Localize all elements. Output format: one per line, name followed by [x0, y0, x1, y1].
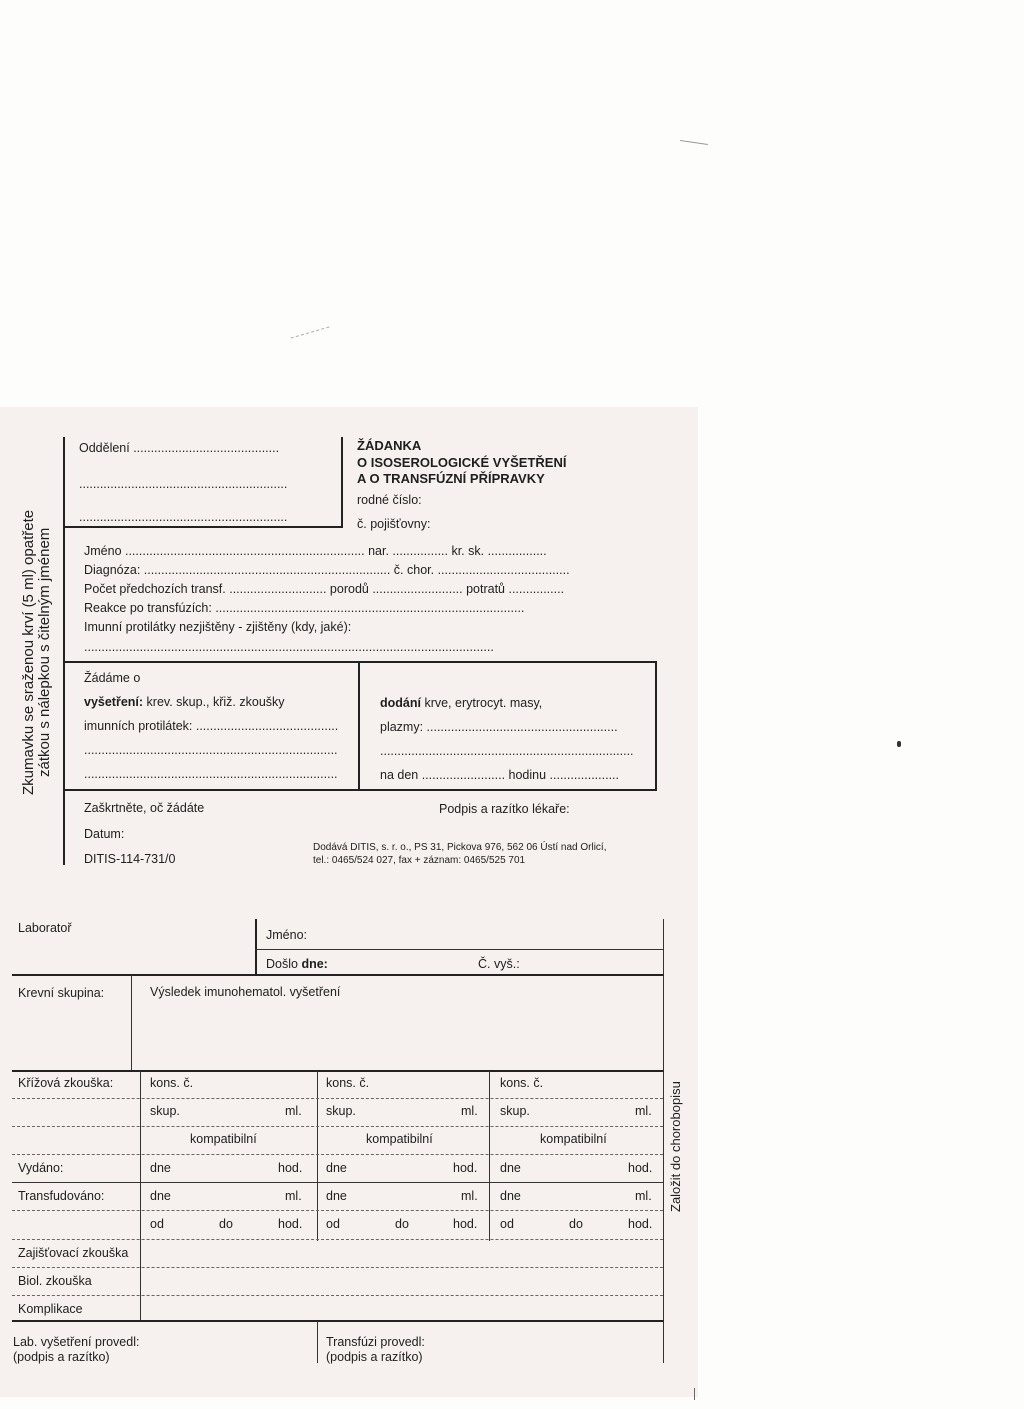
scan-mark: [694, 1388, 695, 1400]
col2-kons[interactable]: kons. č.: [326, 1076, 370, 1090]
header-divider: [341, 437, 343, 527]
cross-test-top-line: [12, 1070, 664, 1072]
day-hour-line[interactable]: na den ........................ hodinu ....................: [380, 768, 619, 782]
supply-options: krve, erytrocyt. masy,: [420, 696, 543, 710]
col1-ml: ml.: [285, 1104, 302, 1118]
laboratory-label: Laboratoř: [18, 921, 72, 935]
col3-ml: ml.: [635, 1104, 652, 1118]
col1-kons[interactable]: kons. č.: [150, 1076, 194, 1090]
transfusion-done-by: Transfúzi provedl:: [326, 1335, 425, 1349]
lab-name-label[interactable]: Jméno:: [266, 928, 307, 942]
antibodies-dots[interactable]: ......................................................................................................................: [84, 640, 494, 654]
supplier-line-1: Dodává DITIS, s. r. o., PS 31, Pickova 976, 562 06 Ústí nad Orlicí,: [313, 842, 607, 853]
exam-request[interactable]: [84, 695, 285, 709]
result-right: [663, 975, 664, 1071]
request-box-bottom: [63, 789, 657, 791]
grid-bottom-line: [12, 1320, 664, 1322]
col2-hour[interactable]: hod.: [453, 1217, 478, 1231]
supply-label: dodání: [380, 696, 421, 710]
result-divider: [131, 975, 132, 1071]
col2-skup[interactable]: skup.: [326, 1104, 356, 1118]
arrived-label: Došlo: [266, 957, 302, 971]
grid-dash-7: [12, 1295, 663, 1296]
col1-issued-day[interactable]: dne: [150, 1161, 171, 1175]
col2-issued-day[interactable]: dne: [326, 1161, 347, 1175]
date-label[interactable]: Datum:: [84, 827, 125, 841]
transfusion-done-signature: (podpis a razítko): [326, 1350, 423, 1364]
cross-test-label: Křížová zkouška:: [18, 1076, 114, 1090]
col1-to[interactable]: do: [219, 1217, 233, 1231]
col3-issued-day[interactable]: dne: [500, 1161, 521, 1175]
col3-skup[interactable]: skup.: [500, 1104, 530, 1118]
side-instruction-line2: zátkou s nálepkou s čitelným jménem: [36, 527, 53, 777]
birth-number-label[interactable]: rodné číslo:: [357, 493, 422, 507]
supply-request[interactable]: [380, 696, 542, 710]
form-title-1: ŽÁDANKA: [357, 438, 422, 453]
doctor-signature-label: Podpis a razítko lékaře:: [439, 802, 570, 816]
signature-divider: [317, 1321, 318, 1363]
request-box-top: [63, 661, 657, 663]
right-edge-line: [663, 1321, 664, 1363]
antibodies-line[interactable]: Imunní protilátky nezjištěny - zjištěny (kdy, jaké):: [84, 620, 352, 634]
col2-compatible[interactable]: kompatibilní: [366, 1132, 433, 1146]
col2-to[interactable]: do: [395, 1217, 409, 1231]
form-title-2: O ISOSEROLOGICKÉ VYŠETŘENÍ: [357, 455, 567, 470]
blood-group-top-line: [12, 974, 664, 976]
supplier-line-2: tel.: 0465/524 027, fax + záznam: 0465/525 701: [313, 855, 526, 866]
lab-header-line: [255, 949, 663, 950]
exam-options: krev. skup., křiž. zkoušky: [143, 695, 285, 709]
grid-dash-6: [12, 1267, 663, 1268]
col1-skup[interactable]: skup.: [150, 1104, 180, 1118]
col1-hour[interactable]: hod.: [278, 1217, 303, 1231]
side-instruction-line1: Zkumavku se sraženou krví (5 ml) opatřete: [20, 509, 37, 795]
form-code: DITIS-114-731/0: [84, 852, 176, 866]
left-dots-1[interactable]: .........................................................................: [84, 743, 338, 757]
file-in-records-note: Založit do chorobopisu: [668, 1081, 683, 1212]
scan-mark: [291, 327, 330, 339]
scan-mark: [680, 140, 708, 145]
insurance-label[interactable]: č. pojišťovny:: [357, 517, 431, 531]
request-box-right: [655, 661, 657, 791]
col2-ml: ml.: [461, 1104, 478, 1118]
immunohematology-result-label[interactable]: Výsledek imunohematol. vyšetření: [150, 985, 341, 999]
col3-transfused-ml: ml.: [635, 1189, 652, 1203]
lab-done-by: Lab. vyšetření provedl:: [13, 1335, 140, 1349]
request-box-divider: [358, 661, 360, 791]
col3-from[interactable]: od: [500, 1217, 514, 1231]
grid-line-issued: [12, 1182, 663, 1183]
safety-test-label: Zajišťovací zkouška: [18, 1246, 129, 1260]
col2-transfused-ml: ml.: [461, 1189, 478, 1203]
col3-to[interactable]: do: [569, 1217, 583, 1231]
grid-dash-1: [12, 1098, 663, 1099]
col1-from[interactable]: od: [150, 1217, 164, 1231]
col3-compatible[interactable]: kompatibilní: [540, 1132, 607, 1146]
diagnosis-line[interactable]: Diagnóza: ....................................................................... č. chor. ......................................: [84, 563, 570, 577]
department-dots-1[interactable]: ............................................................: [79, 477, 288, 491]
grid-dash-5: [12, 1239, 663, 1240]
exam-label: vyšetření:: [84, 695, 144, 709]
blood-group-label[interactable]: Krevní skupina:: [18, 986, 105, 1000]
form-title-3: A O TRANSFÚZNÍ PŘÍPRAVKY: [357, 471, 545, 486]
col1-transfused-ml: ml.: [285, 1189, 302, 1203]
scan-mark: [897, 741, 901, 747]
department-dots-2[interactable]: ............................................................: [79, 510, 288, 524]
grid-dash-2: [12, 1126, 663, 1127]
col2-transfused-day[interactable]: dne: [326, 1189, 347, 1203]
transfused-label: Transfudováno:: [18, 1189, 105, 1203]
col3-kons[interactable]: kons. č.: [500, 1076, 544, 1090]
bio-test-label: Biol. zkouška: [18, 1274, 92, 1288]
department-field[interactable]: Oddělení ..........................................: [79, 441, 280, 455]
col2-issued-hour[interactable]: hod.: [453, 1161, 478, 1175]
lab-header-divider: [255, 919, 257, 975]
arrived-date[interactable]: [266, 957, 328, 971]
left-dots-2[interactable]: .........................................................................: [84, 767, 338, 781]
grid-col-divider-1: [317, 1071, 318, 1241]
request-label: Žádáme o: [84, 671, 141, 685]
lab-header-right: [663, 919, 664, 975]
col1-transfused-day[interactable]: dne: [150, 1189, 171, 1203]
grid-col-divider-2: [489, 1071, 490, 1241]
check-instruction: Zaškrtněte, oč žádáte: [84, 801, 205, 815]
lab-done-signature: (podpis a razítko): [13, 1350, 110, 1364]
col3-issued-hour[interactable]: hod.: [628, 1161, 653, 1175]
header-bottom-line: [63, 526, 343, 528]
transfusion-request-form: [0, 407, 698, 1397]
col1-issued-hour[interactable]: hod.: [278, 1161, 303, 1175]
right-dots[interactable]: .........................................................................: [380, 744, 634, 758]
grid-col-divider-0: [140, 1071, 141, 1321]
issued-label: Vydáno:: [18, 1161, 64, 1175]
arrived-day-label: dne:: [301, 957, 328, 971]
reaction-line[interactable]: Reakce po transfúzích: .........................................................................................: [84, 601, 525, 615]
grid-col-divider-3: [663, 1071, 664, 1321]
immune-antibodies-line[interactable]: imunních protilátek: .........................................: [84, 719, 339, 733]
grid-dash-4: [12, 1210, 663, 1211]
plasma-line[interactable]: plazmy: .......................................................: [380, 720, 618, 734]
col2-from[interactable]: od: [326, 1217, 340, 1231]
exam-number-label[interactable]: Č. vyš.:: [478, 957, 520, 971]
complications-label: Komplikace: [18, 1302, 83, 1316]
col3-hour[interactable]: hod.: [628, 1217, 653, 1231]
name-line[interactable]: Jméno ..................................................................... nar. ................ kr. sk. .................: [84, 544, 547, 558]
left-border: [63, 437, 65, 865]
grid-dash-3: [12, 1154, 663, 1155]
col3-transfused-day[interactable]: dne: [500, 1189, 521, 1203]
col1-compatible[interactable]: kompatibilní: [190, 1132, 257, 1146]
transfusions-line[interactable]: Počet předchozích transf. ............................ porodů .......................... potratů ................: [84, 582, 565, 596]
